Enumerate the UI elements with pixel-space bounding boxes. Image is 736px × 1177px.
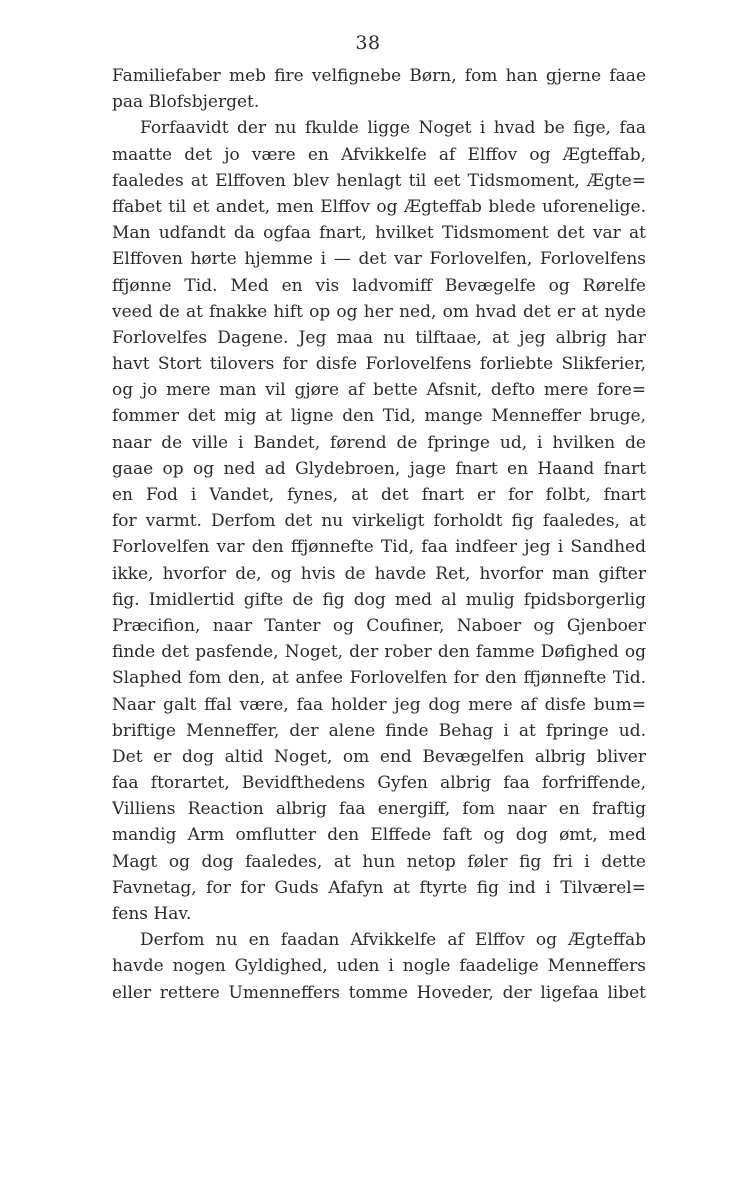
text-line: Familiefaber meb fire velfignebe Børn, fom han gjerne faae: [112, 66, 646, 86]
text-line: Forlovelfen var den ffjønnefte Tid, faa indfeer jeg i Sandhed: [112, 537, 646, 558]
text-line: eller rettere Umenneffers tomme Hoveder, der ligefaa libet: [112, 982, 646, 1003]
text-line: Slaphed fom den, at anfee Forlovelfen for den ffjønnefte Tid.: [112, 668, 646, 689]
text-line: faa ftorartet, Bevidfthedens Gyfen albrig faa forfriffende,: [112, 773, 646, 794]
page-number: 38: [355, 32, 381, 54]
text-line: Elffoven hørte hjemme i — det var Forlovelfen, Forlovelfens: [112, 249, 646, 270]
text-line: finde det pasfende, Noget, der rober den famme Døfighed og: [112, 642, 646, 663]
text-line: Villiens Reaction albrig faa energiff, fom naar en fraftig: [112, 799, 646, 820]
text-line: fens Hav.: [112, 904, 192, 924]
text-line: faaledes at Elffoven blev henlagt til eet Tidsmoment, Ægte=: [112, 170, 646, 191]
text-line: briftige Menneffer, der alene finde Behag i at fpringe ud.: [112, 720, 646, 741]
text-line: fommer det mig at ligne den Tid, mange Menneffer bruge,: [112, 406, 646, 427]
text-line: paa Blofsbjerget.: [112, 92, 260, 113]
text-line: mandig Arm omflutter den Elffede faft og dog ømt, med: [112, 825, 646, 846]
text-line: ffabet til et andet, men Elffov og Ægteffab blede uforenelige.: [112, 196, 646, 217]
text-line: maatte det jo være en Afvikkelfe af Elffov og Ægteffab,: [112, 144, 646, 165]
text-line: Forlovelfes Dagene. Jeg maa nu tilftaae, at jeg albrig har: [112, 327, 646, 348]
text-line: Favnetag, for for Guds Afafyn at ftyrte fig ind i Tilværel=: [112, 877, 646, 898]
body-text: [112, 63, 646, 1006]
text-line: veed de at fnakke hift op og her ned, om hvad det er at nyde: [112, 301, 646, 322]
text-line: Forfaavidt der nu fkulde ligge Noget i hvad be fige, faa: [140, 118, 646, 139]
text-line: ffjønne Tid. Med en vis ladvomiff Bevægelfe og Rørelfe: [112, 275, 646, 296]
text-line: gaae op og ned ad Glydebroen, jage fnart en Haand fnart: [112, 458, 646, 479]
text-line: for varmt. Derfom det nu virkeligt forholdt fig faaledes, at: [112, 511, 646, 532]
text-line: fig. Imidlertid gifte de fig dog med al mulig fpidsborgerlig: [112, 589, 646, 610]
text-line: Præcifion, naar Tanter og Coufiner, Naboer og Gjenboer: [112, 615, 646, 636]
text-line: Naar galt ffal være, faa holder jeg dog mere af disfe bum=: [112, 694, 646, 715]
text-line: Det er dog altid Noget, om end Bevægelfen albrig bliver: [112, 746, 646, 767]
text-line: Magt og dog faaledes, at hun netop føler fig fri i dette: [112, 851, 646, 872]
text-line: havde nogen Gyldighed, uden i nogle faadelige Menneffers: [112, 956, 646, 977]
text-line: ikke, hvorfor de, og hvis de havde Ret, hvorfor man gifter: [112, 563, 646, 584]
text-line: havt Stort tilovers for disfe Forlovelfens forliebte Slikferier,: [112, 354, 646, 375]
text-line: Derfom nu en faadan Afvikkelfe af Elffov og Ægteffab: [140, 930, 646, 951]
text-line: Man udfandt da ogfaa fnart, hvilket Tidsmoment det var at: [112, 223, 646, 244]
text-line: og jo mere man vil gjøre af bette Afsnit, defto mere fore=: [112, 380, 646, 401]
text-line: naar de ville i Bandet, førend de fpringe ud, i hvilken de: [112, 432, 646, 453]
text-line: en Fod i Vandet, fynes, at det fnart er for folbt, fnart: [112, 485, 646, 505]
